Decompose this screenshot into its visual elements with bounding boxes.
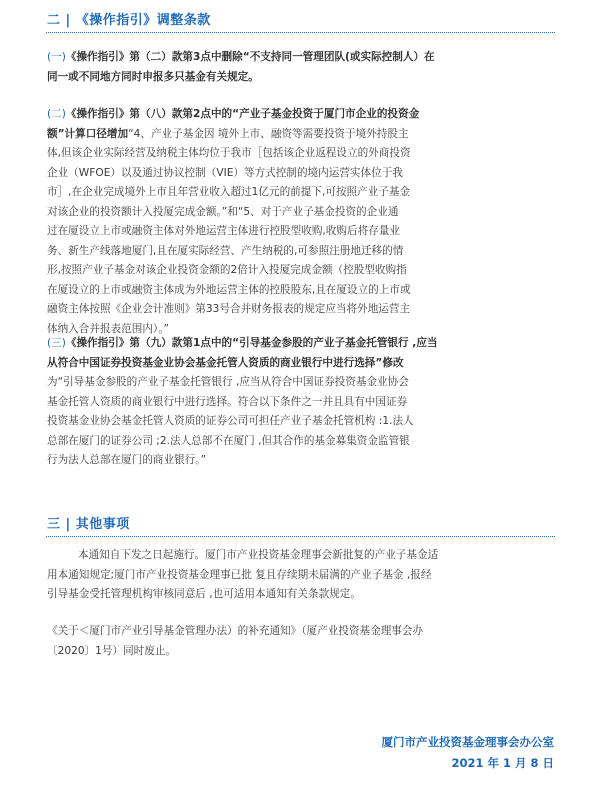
issuing-office: 厦门市产业投资基金理事会办公室 bbox=[381, 735, 554, 749]
clause-1-text-1: 《操作指引》第（二）款第3点中删除“不支持同一管理团队(或实际控制人）在 bbox=[65, 51, 435, 63]
other-matters-paragraph-2 bbox=[47, 622, 559, 661]
other-matters-line-1: 本通知自下发之日起施行。厦门市产业投资基金理事会新批复的产业子基金适 bbox=[78, 549, 439, 561]
clause-3-line-6: 总部在厦门的证券公司 ;2.法人总部不在厦门 ,但其合作的基金募集资金监管银 bbox=[47, 434, 410, 447]
clause-2-line-1 bbox=[47, 105, 559, 125]
clause-2-bold-2: 额”计算口径增加 bbox=[47, 127, 129, 140]
clause-3-line-7: 行为法人总部在厦门的商业银行。” bbox=[47, 454, 207, 466]
clause-3-line-4: 基金托管人资质的商业银行中进行选择。符合以下条件之一并且具有中国证券 bbox=[47, 395, 408, 408]
clause-2-line-9: 形,按照产业子基金对该企业投资金额的2倍计入投厦完成金额（控股型收购指 bbox=[47, 264, 407, 276]
clause-2-line-7: 过在厦设立上市或融资主体对外地运营主体进行控股型收购,收购后将存量业 bbox=[47, 225, 400, 237]
clause-2-line-6: 对该企业的投资额计入投厦完成金额。”和“5、对于产业子基金投资的企业通 bbox=[47, 205, 399, 218]
clause-2-line-8: 务、新生产线落地厦门,且在厦实际经营、产生纳税的,可参照注册地迁移的情 bbox=[47, 244, 404, 257]
section-2-divider bbox=[46, 32, 555, 33]
issue-date: 2021 年 1 月 8 日 bbox=[451, 756, 554, 770]
other-matters-line-5: 〔2020〕1号）同时废止。 bbox=[47, 644, 177, 657]
clause-3-line-1 bbox=[47, 334, 559, 354]
section-3-heading: 三 | 其他事项 bbox=[47, 517, 130, 532]
other-matters-line-3: 引导基金受托管理机构审核同意后 ,也可适用本通知有关条款规定。 bbox=[47, 588, 361, 600]
clause-2-line-4: 企业（WFOE）以及通过协议控制（VIE）等方式控制的境内运营实体位于我 bbox=[47, 166, 403, 179]
clause-3 bbox=[47, 334, 559, 471]
clause-1-line-2: 同一或不同地方同时申报多只基金有关规定。 bbox=[47, 70, 259, 83]
clause-2-marker: (二) bbox=[47, 108, 66, 120]
clause-2-line-11: 融资主体按照《企业会计准则》第33号合并财务报表的规定应当将外地运营主 bbox=[47, 303, 411, 315]
clause-1-marker: (一) bbox=[47, 51, 66, 63]
clause-3-marker: (三) bbox=[47, 337, 66, 349]
clause-2-line-2-rest: “4、产业子基金因 境外上市、融资等需要投资于境外持股主 bbox=[128, 127, 409, 140]
clause-3-line-3: 为“引导基金参股的产业子基金托管银行 ,应当从符合中国证券投资基金业协会 bbox=[47, 376, 409, 388]
clause-2-line-3: 体,但该企业实际经营及纳税主体均位于我市［包括该企业返程设立的外商投资 bbox=[47, 147, 411, 159]
clause-3-bold-1: 《操作指引》第（九）款第1点中的“引导基金参股的产业子基金托管银行 ,应当 bbox=[65, 337, 438, 349]
other-matters-paragraph-1 bbox=[47, 546, 558, 605]
clause-3-bold-2: 从符合中国证券投资基金业协会基金托管人资质的商业银行中进行选择”修改 bbox=[47, 356, 404, 369]
other-matters-line-2: 用本通知规定;厦门市产业投资基金理事已批 复且存续期未届满的产业子基金 ,报经 bbox=[47, 568, 432, 581]
clause-2-line-10: 在厦设立的上市或融资主体成为外地运营主体的控股股东,且在厦设立的上市或 bbox=[47, 283, 411, 296]
clause-2-line-5: 市］,在企业完成境外上市且年营业收入超过1亿元的前提下,可按照产业子基金 bbox=[47, 186, 411, 198]
clause-2 bbox=[47, 105, 559, 339]
section-2-heading: 二 | 《操作指引》调整条款 bbox=[47, 13, 211, 28]
clause-2-bold-1: 《操作指引》第（八）款第2点中的“产业子基金投资于厦门市企业的投资金 bbox=[65, 108, 420, 120]
section-3-divider bbox=[46, 536, 555, 537]
clause-1-line-1 bbox=[47, 48, 559, 68]
other-matters-line-4: 《关于＜厦门市产业引导基金管理办法）的补充通知》（厦产业投资基金理事会办 bbox=[47, 625, 424, 637]
clause-2-line-2 bbox=[47, 125, 559, 145]
clause-2-line-12: 体纳入合并报表范围内）。” bbox=[47, 322, 170, 335]
clause-1 bbox=[47, 48, 559, 87]
clause-3-line-5: 投资基金业协会基金托管人资质的证券公司可担任产业子基金托管机构 :1.法人 bbox=[47, 415, 414, 427]
